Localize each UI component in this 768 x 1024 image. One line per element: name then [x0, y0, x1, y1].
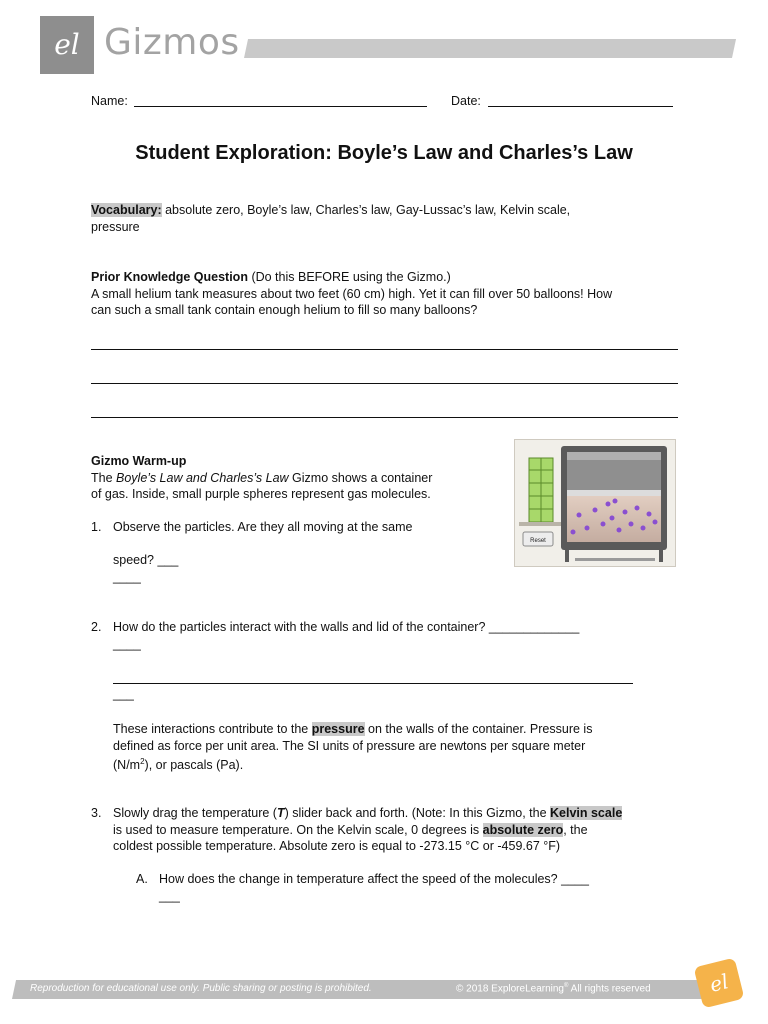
vocabulary-label: Vocabulary: — [91, 203, 162, 217]
q3-number: 3. — [91, 806, 102, 820]
q2-para-cont: on the walls of the container. Pressure is — [364, 722, 593, 736]
q2-para-line3: (N/m — [113, 758, 141, 773]
weight-stack — [529, 458, 553, 522]
q2-para-line3-end: ), or pascals (Pa). — [144, 758, 244, 773]
footer-copyright — [456, 983, 651, 994]
q3-line3: coldest possible temperature. Absolute zero is equal to -273.15 °C or -459.67 °F) — [113, 839, 561, 853]
q3a-letter: A. — [136, 872, 148, 886]
gizmos-logo — [40, 16, 94, 74]
q3-line2-end: , the — [563, 822, 588, 837]
warmup-intro: The — [91, 470, 117, 485]
vocabulary-terms-cont: pressure — [91, 219, 140, 234]
warmup — [91, 453, 491, 503]
q1-speed: speed? ___ — [113, 553, 179, 567]
absolute-zero-term: absolute zero — [482, 822, 564, 837]
rights-text: All rights reserved — [568, 983, 651, 995]
header-bar — [244, 39, 736, 58]
registered-mark: ® — [564, 983, 569, 989]
q1-blank[interactable]: ____ — [113, 570, 141, 584]
prior-knowledge-heading: Prior Knowledge Question — [91, 270, 248, 284]
prior-knowledge — [91, 269, 691, 319]
q3a-blank[interactable]: ___ — [159, 889, 180, 903]
q2-blank[interactable]: ____ — [113, 637, 141, 651]
name-field[interactable] — [134, 92, 427, 107]
q2-para-start: These interactions contribute to the — [113, 722, 312, 736]
name-label: Name: — [91, 94, 128, 108]
gizmo-name: Boyle’s Law and Charles’s Law — [116, 470, 289, 485]
q3a-text: How does the change in temperature affect the speed of the molecules? ____ — [159, 872, 589, 886]
brand-name: Gizmos — [104, 22, 240, 63]
prior-knowledge-line1: A small helium tank measures about two feet (60 cm) high. Yet it can fill over 50 balloons! How — [91, 286, 613, 301]
answer-line-2[interactable] — [91, 383, 678, 384]
q2-para-line2: defined as force per unit area. The SI units of pressure are newtons per square meter — [113, 738, 586, 753]
q2-number: 2. — [91, 620, 102, 634]
superscript: 2 — [140, 757, 145, 766]
prior-knowledge-line2: can such a small tank contain enough helium to fill so many balloons? — [91, 303, 478, 317]
warmup-intro-line2: of gas. Inside, small purple spheres represent gas molecules. — [91, 487, 431, 501]
warmup-intro-cont: Gizmo shows a container — [288, 470, 433, 485]
q3-start: Slowly drag the temperature ( — [113, 806, 277, 820]
answer-line-1[interactable] — [91, 349, 678, 350]
reset-button-label: Reset — [530, 538, 546, 544]
q2-text: How do the particles interact with the walls and lid of the container? _____________ — [113, 620, 580, 634]
pressure-term: pressure — [311, 722, 365, 736]
vocabulary — [91, 202, 691, 235]
q3-note: ) slider back and forth. (Note: In this Gizmo, the — [284, 806, 550, 820]
warmup-heading: Gizmo Warm-up — [91, 454, 187, 468]
q1-number: 1. — [91, 520, 102, 534]
el-footer-icon: el — [707, 969, 731, 997]
gizmo-screenshot — [514, 439, 676, 567]
el-logo-icon: el — [54, 28, 80, 61]
date-field[interactable] — [488, 92, 673, 107]
q2-answer-line[interactable] — [113, 683, 633, 684]
copyright-text: © 2018 ExploreLearning — [456, 983, 564, 995]
kelvin-scale-term: Kelvin scale — [550, 806, 623, 820]
explorelearning-logo — [694, 958, 745, 1009]
q3-line2: is used to measure temperature. On the Kelvin scale, 0 degrees is — [113, 822, 483, 837]
page-title: Student Exploration: Boyle’s Law and Charles’s Law — [135, 142, 633, 164]
footer-notice: Reproduction for educational use only. Public sharing or posting is prohibited. — [30, 983, 372, 994]
answer-line-3[interactable] — [91, 417, 678, 418]
q2-pressure-paragraph — [113, 721, 673, 774]
q1-text: Observe the particles. Are they all moving at the same — [113, 520, 413, 534]
temperature-symbol: T — [276, 806, 285, 820]
gizmo-illustration — [515, 440, 675, 566]
vocabulary-terms: absolute zero, Boyle’s law, Charles’s law, Gay-Lussac’s law, Kelvin scale, — [161, 203, 571, 217]
q2-blank2[interactable]: ___ — [113, 687, 134, 701]
date-label: Date: — [451, 94, 481, 108]
q3-paragraph — [113, 805, 693, 855]
prior-knowledge-note: (Do this BEFORE using the Gizmo.) — [247, 270, 451, 284]
